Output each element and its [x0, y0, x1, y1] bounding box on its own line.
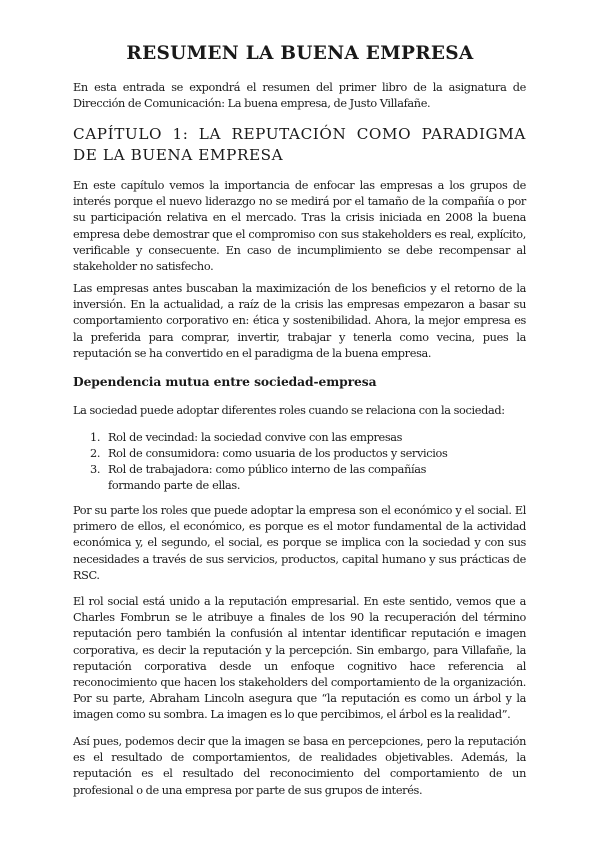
list-number: 1.: [90, 431, 101, 444]
paragraph-3: Por su parte los roles que puede adoptar la empresa son el económico y el social. El primero de ellos, el económico, es porque es el motor fundamental de la actividad económica y, el segundo, el social, es porque se implica con la sociedad y con sus necesidades a través de sus servicios, productos, capital humano y sus prácticas de RSC.: [73, 504, 526, 582]
paragraph-1: En este capítulo vemos la importancia de enfocar las empresas a los grupos de interés porque el nuevo liderazgo no se medirá por el tamaño de la compañía o por su participación relativa en el mercado. Tras la crisis iniciada en 2008 la buena empresa debe demostrar que el compromiso con sus stakeholders es real, explícito, verificable y consecuente. En caso de incumplimiento se debe recompensar al stakeholder no satisfecho.: [73, 179, 526, 274]
paragraph-5: Así pues, podemos decir que la imagen se basa en percepciones, pero la reputación es el resultado de comportamientos, de realidades objetivables. Además, la reputación es el resultado del reconocimiento del comportamiento de un profesional o de una empresa por parte de sus grupos de interés.: [73, 735, 526, 797]
list-item-text: Rol de vecindad: la sociedad convive con las empresas: [108, 431, 403, 444]
list-number: 3.: [90, 463, 101, 476]
list-item: [90, 446, 490, 462]
intro-paragraph: En esta entrada se expondrá el resumen del primer libro de la asignatura de Dirección de Comunicación: La buena empresa, de Justo Villafañe.: [73, 81, 526, 111]
list-item-text: Rol de trabajadora: como público interno de las compañías formando parte de ellas.: [108, 463, 427, 492]
list-number: 2.: [90, 447, 101, 460]
roles-list: [90, 430, 490, 494]
paragraph-2: Las empresas antes buscaban la maximización de los beneficios y el retorno de la inversión. En la actualidad, a raíz de la crisis las empresas empezaron a basar su comportamiento corporativo en: ética y sostenibilidad. Ahora, la mejor empresa es la preferida para comprar, invertir, trabajar y tenerla como vecina, pues la reputación se ha convertido en el paradigma de la buena empresa.: [73, 282, 526, 360]
document-title: RESUMEN LA BUENA EMPRESA: [126, 43, 474, 64]
list-item: [90, 462, 438, 494]
list-item: [90, 430, 490, 446]
section-heading: Dependencia mutua entre sociedad-empresa: [73, 374, 377, 389]
paragraph-4: El rol social está unido a la reputación empresarial. En este sentido, vemos que a Charles Fombrun se le atribuye a finales de los 90 la recuperación del término reputación pero también la confusión al intentar identificar reputación e imagen corporativa, es decir la reputación y la percepción. Sin embargo, para Villafañe, la reputación corporativa desde un enfoque cognitivo hace referencia al reconocimiento que hacen los stakeholders del comportamiento de la organización. Por su parte, Abraham Lincoln asegura que “la reputación es como un árbol y la imagen como su sombra. La imagen es lo que percibimos, el árbol es la realidad”.: [73, 595, 526, 722]
list-intro: La sociedad puede adoptar diferentes roles cuando se relaciona con la sociedad:: [73, 404, 505, 417]
list-item-text: Rol de consumidora: como usuaria de los productos y servicios: [108, 447, 448, 460]
chapter-title: CAPÍTULO 1: LA REPUTACIÓN COMO PARADIGMA DE LA BUENA EMPRESA: [73, 125, 526, 164]
